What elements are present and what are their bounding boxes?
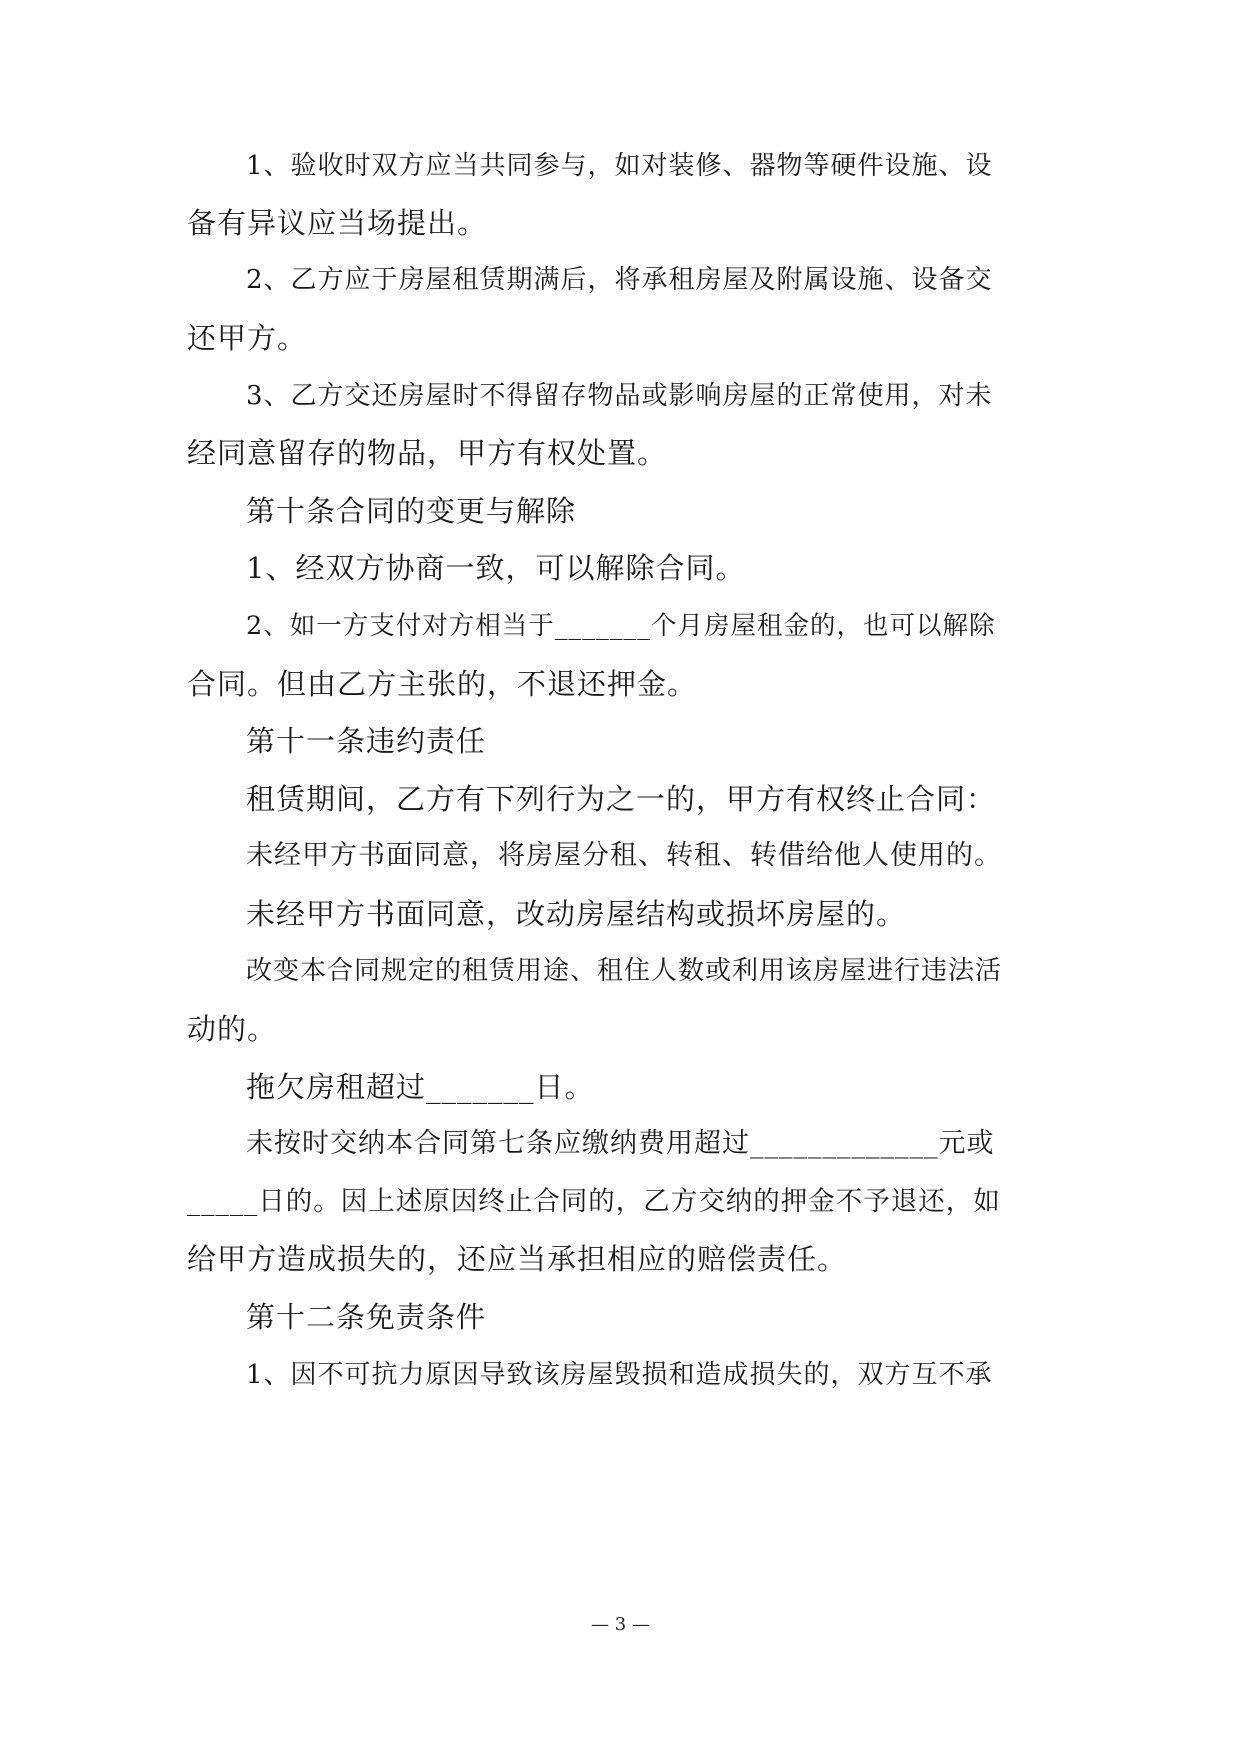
paragraph-line: 未经甲方书面同意，将房屋分租、转租、转借给他人使用的。 <box>246 840 1002 871</box>
paragraph-line: 拖欠房租超过_______日。 <box>246 1070 595 1104</box>
paragraph-line: 改变本合同规定的租赁用途、租住人数或利用该房屋进行违法活 <box>246 956 1003 986</box>
paragraph-line: 给甲方造成损失的，还应当承担相应的赔偿责任。 <box>187 1242 848 1276</box>
page-number: — 3 — <box>591 1614 650 1635</box>
paragraph-line: 1、验收时双方应当共同参与，如对装修、器物等硬件设施、设 <box>246 151 993 181</box>
section-heading: 第十二条免责条件 <box>246 1300 487 1334</box>
paragraph-line: 未经甲方书面同意，改动房屋结构或损坏房屋的。 <box>246 897 907 931</box>
paragraph-line: 3、乙方交还房屋时不得留存物品或影响房屋的正常使用，对未 <box>246 381 993 411</box>
paragraph-line: 租赁期间，乙方有下列行为之一的，甲方有权终止合同： <box>246 782 997 816</box>
paragraph-line: 合同。但由乙方主张的，不退还押金。 <box>187 667 698 701</box>
paragraph-line: 还甲方。 <box>187 321 308 355</box>
paragraph-line: 1、因不可抗力原因导致该房屋毁损和造成损失的，双方互不承 <box>246 1360 993 1390</box>
paragraph-line: _____日的。因上述原因终止合同的，乙方交纳的押金不予退还，如 <box>187 1186 1001 1217</box>
paragraph-line: 1、经双方协商一致，可以解除合同。 <box>246 551 746 585</box>
paragraph-line: 2、如一方支付对方相当于_______个月房屋租金的，也可以解除 <box>246 611 996 641</box>
paragraph-line: 2、乙方应于房屋租赁期满后，将承租房屋及附属设施、设备交 <box>246 265 993 295</box>
paragraph-line: 备有异议应当场提出。 <box>187 206 488 240</box>
section-heading: 第十条合同的变更与解除 <box>246 494 577 528</box>
section-heading: 第十一条违约责任 <box>246 724 487 758</box>
paragraph-line: 未按时交纳本合同第七条应缴纳费用超过_____________元或 <box>246 1128 995 1159</box>
paragraph-line: 经同意留存的物品，甲方有权处置。 <box>187 436 668 470</box>
paragraph-line: 动的。 <box>187 1012 278 1046</box>
